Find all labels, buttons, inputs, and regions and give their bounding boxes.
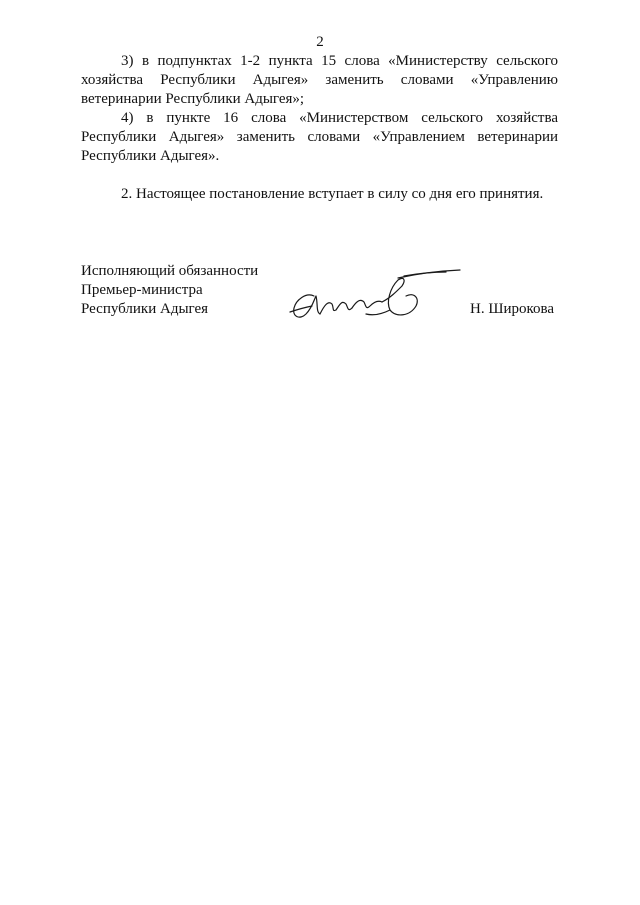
signatory-block [81,262,258,319]
document-body [81,52,558,204]
paragraph-item-3: 3) в подпунктах 1-2 пункта 15 слова «Министерству сельского хозяйства Республики Адыгея» заменить словами «Управлению ветеринарии Республики Адыгея»; [81,53,558,107]
paragraph-item-4: 4) в пункте 16 слова «Министерством сельского хозяйства Республики Адыгея» заменить словами «Управлением ветеринарии Республики Адыгея». [81,110,558,164]
handwritten-signature [286,262,466,328]
page-number: 2 [316,34,324,50]
signer-name: Н. Широкова [470,301,555,317]
paragraph-effective-date: 2. Настоящее постановление вступает в силу со дня его принятия. [121,186,544,202]
signatory-position-line2: Премьер-министра [81,282,203,298]
signatory-position-line3: Республики Адыгея [81,301,209,317]
signatory-position-line1: Исполняющий обязанности [81,263,259,279]
